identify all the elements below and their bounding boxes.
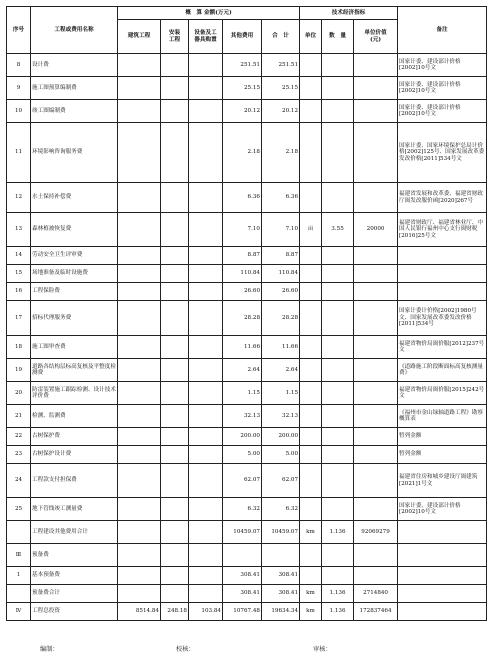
row-equip [189,567,223,585]
header-tech-group: 技术经济指标 [300,7,398,20]
row-note [398,247,487,265]
row-seq: 24 [7,464,31,498]
row-other: 308.41 [223,585,262,603]
reviewer-label: 审核： [313,646,332,653]
row-unit [300,54,322,77]
row-price [354,464,398,498]
row-qty [322,498,354,521]
row-seq: 14 [7,247,31,265]
table-row [7,213,487,247]
table-row [7,446,487,464]
row-equip [189,382,223,405]
row-name: 道路各结构层标高复核及平整度检测费 [31,359,118,382]
row-build: 8514.84 [118,603,161,621]
row-other: 20.12 [223,100,262,123]
row-qty [322,446,354,464]
row-note: 福建省财政厅、福建省林业厅、中国人民银行福州中心支行闽财税[2016]25号文 [398,213,487,247]
row-price [354,567,398,585]
row-unit [300,77,322,100]
row-qty [322,382,354,405]
row-unit [300,283,322,301]
row-install [161,544,189,567]
row-qty [322,405,354,428]
row-qty [322,77,354,100]
row-qty [322,247,354,265]
row-total: 1.15 [262,382,300,405]
row-build [118,77,161,100]
row-name: 古树保护费 [31,428,118,446]
checker-label: 校核： [176,646,195,653]
row-note: 国家计委、建设部计价格[2002]10号文 [398,77,487,100]
row-equip [189,359,223,382]
row-note: 福建省物价局闽价服[2015]242号文 [398,382,487,405]
row-total: 200.00 [262,428,300,446]
row-other [223,544,262,567]
row-seq: 23 [7,446,31,464]
header-seq: 序号 [7,7,31,54]
table-row [7,567,487,585]
row-equip [189,77,223,100]
row-total: 10459.07 [262,521,300,544]
row-install [161,446,189,464]
row-equip [189,283,223,301]
row-equip [189,428,223,446]
cost-estimate-table [6,6,487,621]
row-price [354,446,398,464]
row-other: 308.41 [223,567,262,585]
row-other: 2.64 [223,359,262,382]
row-other: 200.00 [223,428,262,446]
row-unit: 亩 [300,213,322,247]
row-unit [300,567,322,585]
row-build [118,428,161,446]
header-other: 其他费用 [223,20,262,54]
row-name: 招标代理服务费 [31,301,118,336]
row-equip [189,464,223,498]
editor-label: 编制： [40,646,59,653]
row-equip [189,213,223,247]
row-build [118,123,161,183]
row-seq: 13 [7,213,31,247]
row-unit [300,498,322,521]
row-note: 暂列金额 [398,446,487,464]
row-qty [322,301,354,336]
row-install [161,498,189,521]
row-total: 19634.34 [262,603,300,621]
row-note: 国家计委计价格[2002]1980号文、国家发展改革委发改价格[2011]534号 [398,301,487,336]
row-install [161,464,189,498]
header-total: 合 计 [262,20,300,54]
row-other: 5.00 [223,446,262,464]
row-equip [189,265,223,283]
row-seq: 8 [7,54,31,77]
row-name: 防雷装置施工跟踪检测、设计技术评价费 [31,382,118,405]
row-other: 10459.07 [223,521,262,544]
table-row [7,100,487,123]
row-unit [300,183,322,213]
header-price: 单位价值 (元) [354,20,398,54]
row-install [161,183,189,213]
row-build [118,544,161,567]
row-name: 预备费 [31,544,118,567]
row-total: 32.13 [262,405,300,428]
row-other: 2.18 [223,123,262,183]
row-qty [322,428,354,446]
table-row [7,544,487,567]
row-other: 11.66 [223,336,262,359]
row-equip: 103.84 [189,603,223,621]
row-build [118,301,161,336]
table-row [7,336,487,359]
row-name: 水土保持补偿费 [31,183,118,213]
row-install [161,283,189,301]
row-equip [189,544,223,567]
row-equip [189,336,223,359]
row-unit [300,405,322,428]
row-build [118,54,161,77]
row-other: 28.28 [223,301,262,336]
header-install: 安装 工程 [161,20,189,54]
row-price [354,100,398,123]
row-equip [189,498,223,521]
table-row [7,464,487,498]
row-unit: km [300,585,322,603]
row-price [354,405,398,428]
row-unit [300,123,322,183]
row-install [161,405,189,428]
row-install [161,54,189,77]
row-install [161,585,189,603]
row-seq: 10 [7,100,31,123]
row-seq [7,585,31,603]
row-build [118,382,161,405]
row-install [161,382,189,405]
row-total: 7.10 [262,213,300,247]
row-unit [300,446,322,464]
row-unit [300,359,322,382]
row-price: 92069279 [354,521,398,544]
row-name: 古树保护设计费 [31,446,118,464]
row-price [354,183,398,213]
row-price [354,382,398,405]
row-qty [322,123,354,183]
header-qty: 数 量 [322,20,354,54]
row-seq: 1 [7,567,31,585]
row-install: 248.18 [161,603,189,621]
row-name: 环境影响咨询服务费 [31,123,118,183]
row-seq: 16 [7,283,31,301]
row-qty [322,265,354,283]
row-qty: 1.136 [322,521,354,544]
row-other: 6.32 [223,498,262,521]
row-price [354,428,398,446]
row-total: 110.84 [262,265,300,283]
row-name: 基本预备费 [31,567,118,585]
row-total: 308.41 [262,567,300,585]
row-unit [300,100,322,123]
table-row [7,382,487,405]
row-seq: 18 [7,336,31,359]
row-equip [189,100,223,123]
row-price [354,283,398,301]
row-name: 场地准备及临时设施费 [31,265,118,283]
row-build [118,283,161,301]
row-price: 172837464 [354,603,398,621]
row-name: 预备费合计 [31,585,118,603]
row-unit: km [300,521,322,544]
row-unit [300,464,322,498]
row-equip [189,183,223,213]
row-install [161,213,189,247]
row-name: 设计费 [31,54,118,77]
row-qty [322,567,354,585]
row-other: 8.87 [223,247,262,265]
row-total: 20.12 [262,100,300,123]
row-other: 7.10 [223,213,262,247]
table-row [7,359,487,382]
row-name: 工程款支付担保费 [31,464,118,498]
row-price: 20000 [354,213,398,247]
row-total: 8.87 [262,247,300,265]
row-note: 福建省住房和城乡建设厅闽建筑[2021]1号文 [398,464,487,498]
row-equip [189,585,223,603]
table-row [7,498,487,521]
row-build [118,498,161,521]
row-note: 国家计委、国家环境保护总局计价格[2002]125号、国家发展改革委发改价格[2011]534号文 [398,123,487,183]
row-install [161,521,189,544]
row-equip [189,123,223,183]
row-unit [300,382,322,405]
row-unit [300,247,322,265]
table-row [7,428,487,446]
row-note: 暂列金额 [398,428,487,446]
row-other: 62.07 [223,464,262,498]
row-build [118,567,161,585]
row-equip [189,247,223,265]
row-price: 2714840 [354,585,398,603]
row-price [354,336,398,359]
row-qty [322,100,354,123]
row-price [354,359,398,382]
row-equip [189,301,223,336]
row-note [398,283,487,301]
table-row [7,521,487,544]
table-row [7,183,487,213]
row-total: 5.00 [262,446,300,464]
row-seq: Ⅳ [7,603,31,621]
row-note [398,265,487,283]
row-price [354,498,398,521]
row-note [398,585,487,603]
header-equip: 设备及工 器具购置 [189,20,223,54]
row-price [354,54,398,77]
row-total: 251.51 [262,54,300,77]
header-budget-group: 概 算 金额(万元) [118,7,300,20]
table-row [7,77,487,100]
row-other: 32.13 [223,405,262,428]
row-install [161,77,189,100]
row-install [161,359,189,382]
row-name: 施工图预算编制费 [31,77,118,100]
row-unit [300,265,322,283]
row-name: 检测、监测费 [31,405,118,428]
row-build [118,100,161,123]
row-seq: 20 [7,382,31,405]
row-name: 竣工图编制费 [31,100,118,123]
row-build [118,585,161,603]
row-other: 1.15 [223,382,262,405]
row-seq: 19 [7,359,31,382]
row-note [398,544,487,567]
row-install [161,567,189,585]
row-price [354,301,398,336]
row-seq: Ⅲ [7,544,31,567]
row-other: 6.36 [223,183,262,213]
row-equip [189,446,223,464]
row-other: 251.51 [223,54,262,77]
table-row [7,301,487,336]
row-install [161,301,189,336]
row-build [118,265,161,283]
row-price [354,265,398,283]
table-row [7,405,487,428]
row-other: 26.60 [223,283,262,301]
row-equip [189,54,223,77]
row-price [354,123,398,183]
row-note [398,521,487,544]
row-total: 28.28 [262,301,300,336]
row-price [354,77,398,100]
table-row [7,283,487,301]
row-note: 国家计委、建设部计价格[2002]10号文 [398,100,487,123]
row-build [118,213,161,247]
row-name: 森林植被恢复费 [31,213,118,247]
row-unit [300,336,322,359]
row-seq: 25 [7,498,31,521]
row-total: 25.15 [262,77,300,100]
row-qty: 3.55 [322,213,354,247]
row-build [118,359,161,382]
row-build [118,464,161,498]
row-seq [7,521,31,544]
row-equip [189,405,223,428]
row-total: 26.60 [262,283,300,301]
row-install [161,123,189,183]
row-seq: 17 [7,301,31,336]
row-name: 地下管线竣工测量费 [31,498,118,521]
row-install [161,428,189,446]
row-seq: 15 [7,265,31,283]
row-qty [322,54,354,77]
table-row [7,247,487,265]
row-build [118,183,161,213]
row-unit [300,301,322,336]
row-install [161,100,189,123]
row-note: 福建省发展和改革委、福建省财政厅闽发改服价函[2020]267号 [398,183,487,213]
row-price [354,544,398,567]
row-seq: 21 [7,405,31,428]
row-note [398,603,487,621]
table-row [7,54,487,77]
row-total: 62.07 [262,464,300,498]
row-seq: 22 [7,428,31,446]
row-other: 10767.48 [223,603,262,621]
row-qty [322,336,354,359]
table-row [7,585,487,603]
row-total: 11.66 [262,336,300,359]
row-build [118,446,161,464]
row-qty: 1.136 [322,585,354,603]
header-name: 工程或费用名称 [31,7,118,54]
row-unit: km [300,603,322,621]
row-note: 国家计委、建设部计价格[2002]10号文 [398,54,487,77]
header-build: 建筑工程 [118,20,161,54]
row-name: 工程建设其他费用合计 [31,521,118,544]
row-qty [322,464,354,498]
row-seq: 9 [7,77,31,100]
row-install [161,265,189,283]
row-qty: 1.136 [322,603,354,621]
row-note: 《福州市金山绿轴道路工程》勘察概算表 [398,405,487,428]
row-qty [322,283,354,301]
header-unit: 单位 [300,20,322,54]
row-build [118,336,161,359]
row-total: 6.32 [262,498,300,521]
row-install [161,247,189,265]
row-unit [300,428,322,446]
row-total [262,544,300,567]
table-row [7,603,487,621]
row-price [354,247,398,265]
row-total: 308.41 [262,585,300,603]
row-qty [322,183,354,213]
row-total: 2.64 [262,359,300,382]
header-remark: 备注 [398,7,487,54]
row-total: 6.36 [262,183,300,213]
row-other: 25.15 [223,77,262,100]
row-equip [189,521,223,544]
table-row [7,265,487,283]
row-note: 福建省物价局闽价服[2012]237号文 [398,336,487,359]
row-build [118,405,161,428]
row-name: 工程保险费 [31,283,118,301]
row-name: 劳动安全卫生评审费 [31,247,118,265]
row-build [118,521,161,544]
row-seq: 12 [7,183,31,213]
row-qty [322,359,354,382]
row-name: 施工图审查费 [31,336,118,359]
header-row-top [7,7,487,20]
table-row [7,123,487,183]
row-note: 《道路施工阶段断面标高复核测量费》 [398,359,487,382]
row-qty [322,544,354,567]
row-note: 国家计委、建设部计价格[2002]10号文 [398,498,487,521]
row-other: 110.84 [223,265,262,283]
row-seq: 11 [7,123,31,183]
row-unit [300,544,322,567]
row-install [161,336,189,359]
row-note [398,567,487,585]
row-name: 工程总投资 [31,603,118,621]
row-total: 2.18 [262,123,300,183]
row-build [118,247,161,265]
